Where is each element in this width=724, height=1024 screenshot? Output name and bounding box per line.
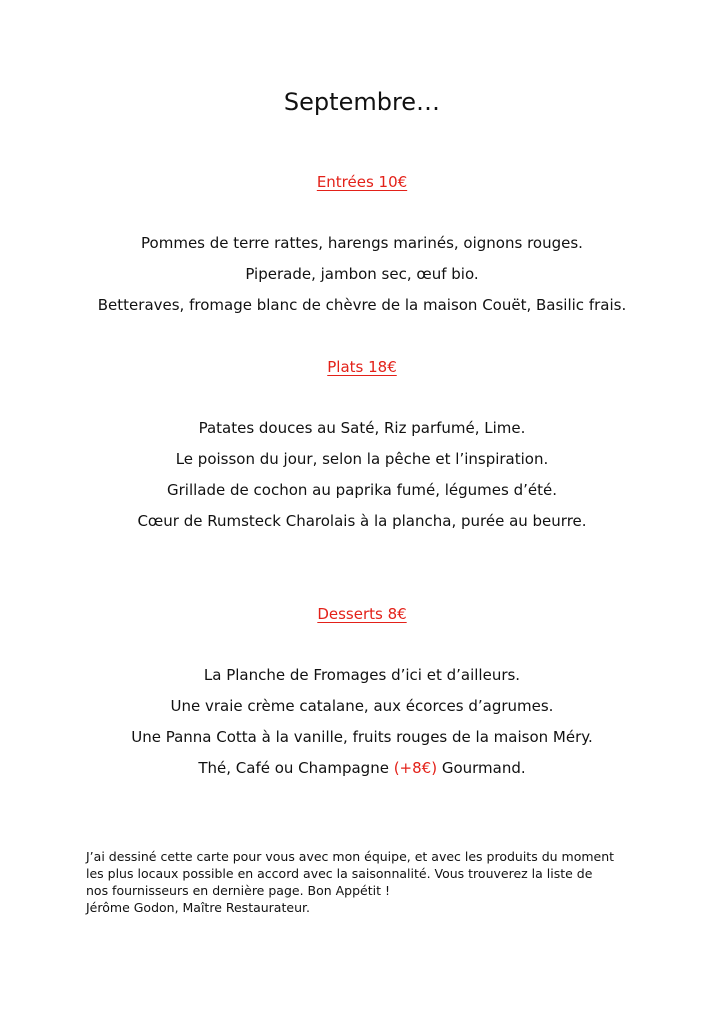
menu-title: Septembre… bbox=[283, 88, 441, 116]
chef-note-line: J’ai dessiné cette carte pour vous avec mon équipe, et avec les produits du moment bbox=[86, 849, 615, 864]
dish-entree-2: Piperade, jambon sec, œuf bio. bbox=[245, 265, 479, 283]
chef-signature: Jérôme Godon, Maître Restaurateur. bbox=[86, 900, 310, 915]
chef-note-line: les plus locaux possible en accord avec la saisonnalité. Vous trouverez la liste de bbox=[86, 866, 593, 881]
dish-entree-1: Pommes de terre rattes, harengs marinés, oignons rouges. bbox=[141, 234, 583, 252]
dish-plat-3: Grillade de cochon au paprika fumé, légumes d’été. bbox=[167, 481, 557, 499]
chef-note-line: nos fournisseurs en dernière page. Bon Appétit ! bbox=[86, 883, 391, 898]
dish-entree-3: Betteraves, fromage blanc de chèvre de la maison Couët, Basilic frais. bbox=[97, 296, 627, 314]
dish-dessert-4 bbox=[0, 758, 724, 778]
section-heading-entrees: Entrées 10€ bbox=[316, 173, 408, 191]
dish-dessert-1: La Planche de Fromages d’ici et d’ailleurs. bbox=[203, 666, 521, 684]
dish-dessert-4-extra-price: (+8€) bbox=[393, 759, 438, 777]
section-heading-desserts: Desserts 8€ bbox=[317, 605, 407, 623]
dish-dessert-4-before: Thé, Café ou Champagne bbox=[198, 759, 394, 777]
dish-plat-1: Patates douces au Saté, Riz parfumé, Lime. bbox=[198, 419, 526, 437]
section-heading-plats: Plats 18€ bbox=[327, 358, 397, 376]
chef-note bbox=[86, 848, 646, 916]
dish-dessert-2: Une vraie crème catalane, aux écorces d’agrumes. bbox=[170, 697, 554, 715]
dish-plat-2: Le poisson du jour, selon la pêche et l’inspiration. bbox=[175, 450, 549, 468]
dish-dessert-4-after: Gourmand. bbox=[437, 759, 526, 777]
dish-dessert-3: Une Panna Cotta à la vanille, fruits rouges de la maison Méry. bbox=[131, 728, 593, 746]
dish-plat-4: Cœur de Rumsteck Charolais à la plancha, purée au beurre. bbox=[137, 512, 587, 530]
